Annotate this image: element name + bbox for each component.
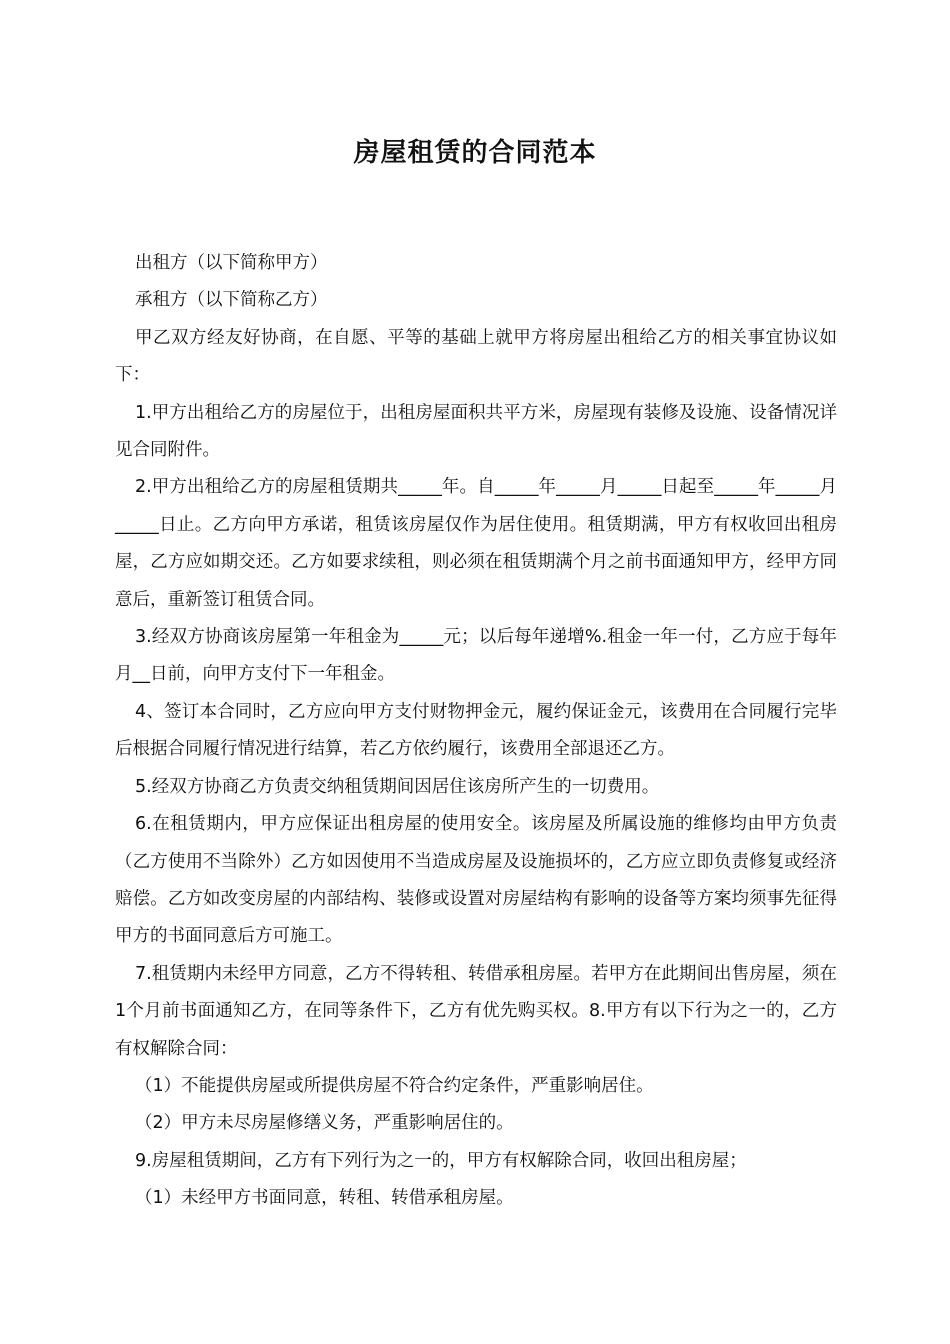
paragraph-lessee: 承租方（以下简称乙方） <box>135 290 328 311</box>
paragraph-clause-9-item-1: （1）未经甲方书面同意，转租、转借承租房屋。 <box>135 1188 514 1209</box>
paragraph-clause-8-item-2: （2）甲方未尽房屋修缮义务，严重影响居住的。 <box>135 1113 514 1134</box>
paragraph-clause-2: 2.甲方出租给乙方的房屋租赁期共_____年。自_____年_____月_____日起至_____年_____月_____日止。乙方向甲方承诺，租赁该房屋仅作为居住使用。租赁期满，甲方有权收回出租房屋，乙方应如期交还。乙方如要求续租，则必须在租赁期满个月之前书面通知甲方，经甲方同意后，重新签订租赁合同。 <box>115 477 837 610</box>
paragraph-preamble: 甲乙双方经友好协商，在自愿、平等的基础上就甲方将房屋出租给乙方的相关事宜协议如下： <box>115 327 837 386</box>
paragraph-clause-8-item-1: （1）不能提供房屋或所提供房屋不符合约定条件，严重影响居住。 <box>135 1075 654 1096</box>
document-title: 房屋租赁的合同范本 <box>353 138 597 168</box>
paragraph-clause-1: 1.甲方出租给乙方的房屋位于，出租房屋面积共平方米，房屋现有装修及设施、设备情况详见合同附件。 <box>115 402 837 461</box>
paragraph-clause-4: 4、签订本合同时，乙方应向甲方支付财物押金元，履约保证金元，该费用在合同履行完毕后根据合同履行情况进行结算，若乙方依约履行，该费用全部退还乙方。 <box>115 701 837 760</box>
paragraph-clause-9: 9.房屋租赁期间，乙方有下列行为之一的，甲方有权解除合同，收回出租房屋； <box>135 1150 747 1171</box>
paragraph-clause-6: 6.在租赁期内，甲方应保证出租房屋的使用安全。该房屋及所属设施的维修均由甲方负责（乙方使用不当除外）乙方如因使用不当造成房屋及设施损坏的，乙方应立即负责修复或经济赔偿。乙方如改变房屋的内部结构、装修或设置对房屋结构有影响的设备等方案均须事先征得甲方的书面同意后方可施工。 <box>115 814 837 947</box>
document-body <box>115 245 837 1218</box>
paragraph-clause-7-8: 7.租赁期内未经甲方同意，乙方不得转租、转借承租房屋。若甲方在此期间出售房屋，须在1个月前书面通知乙方，在同等条件下，乙方有优先购买权。8.甲方有以下行为之一的，乙方有权解除合同： <box>115 963 837 1059</box>
paragraph-clause-5: 5.经双方协商乙方负责交纳租赁期间因居住该房所产生的一切费用。 <box>135 776 660 797</box>
paragraph-clause-3: 3.经双方协商该房屋第一年租金为_____元；以后每年递增%.租金一年一付，乙方应于每年月__日前，向甲方支付下一年租金。 <box>115 627 837 685</box>
paragraph-lessor: 出租方（以下简称甲方） <box>135 253 328 273</box>
